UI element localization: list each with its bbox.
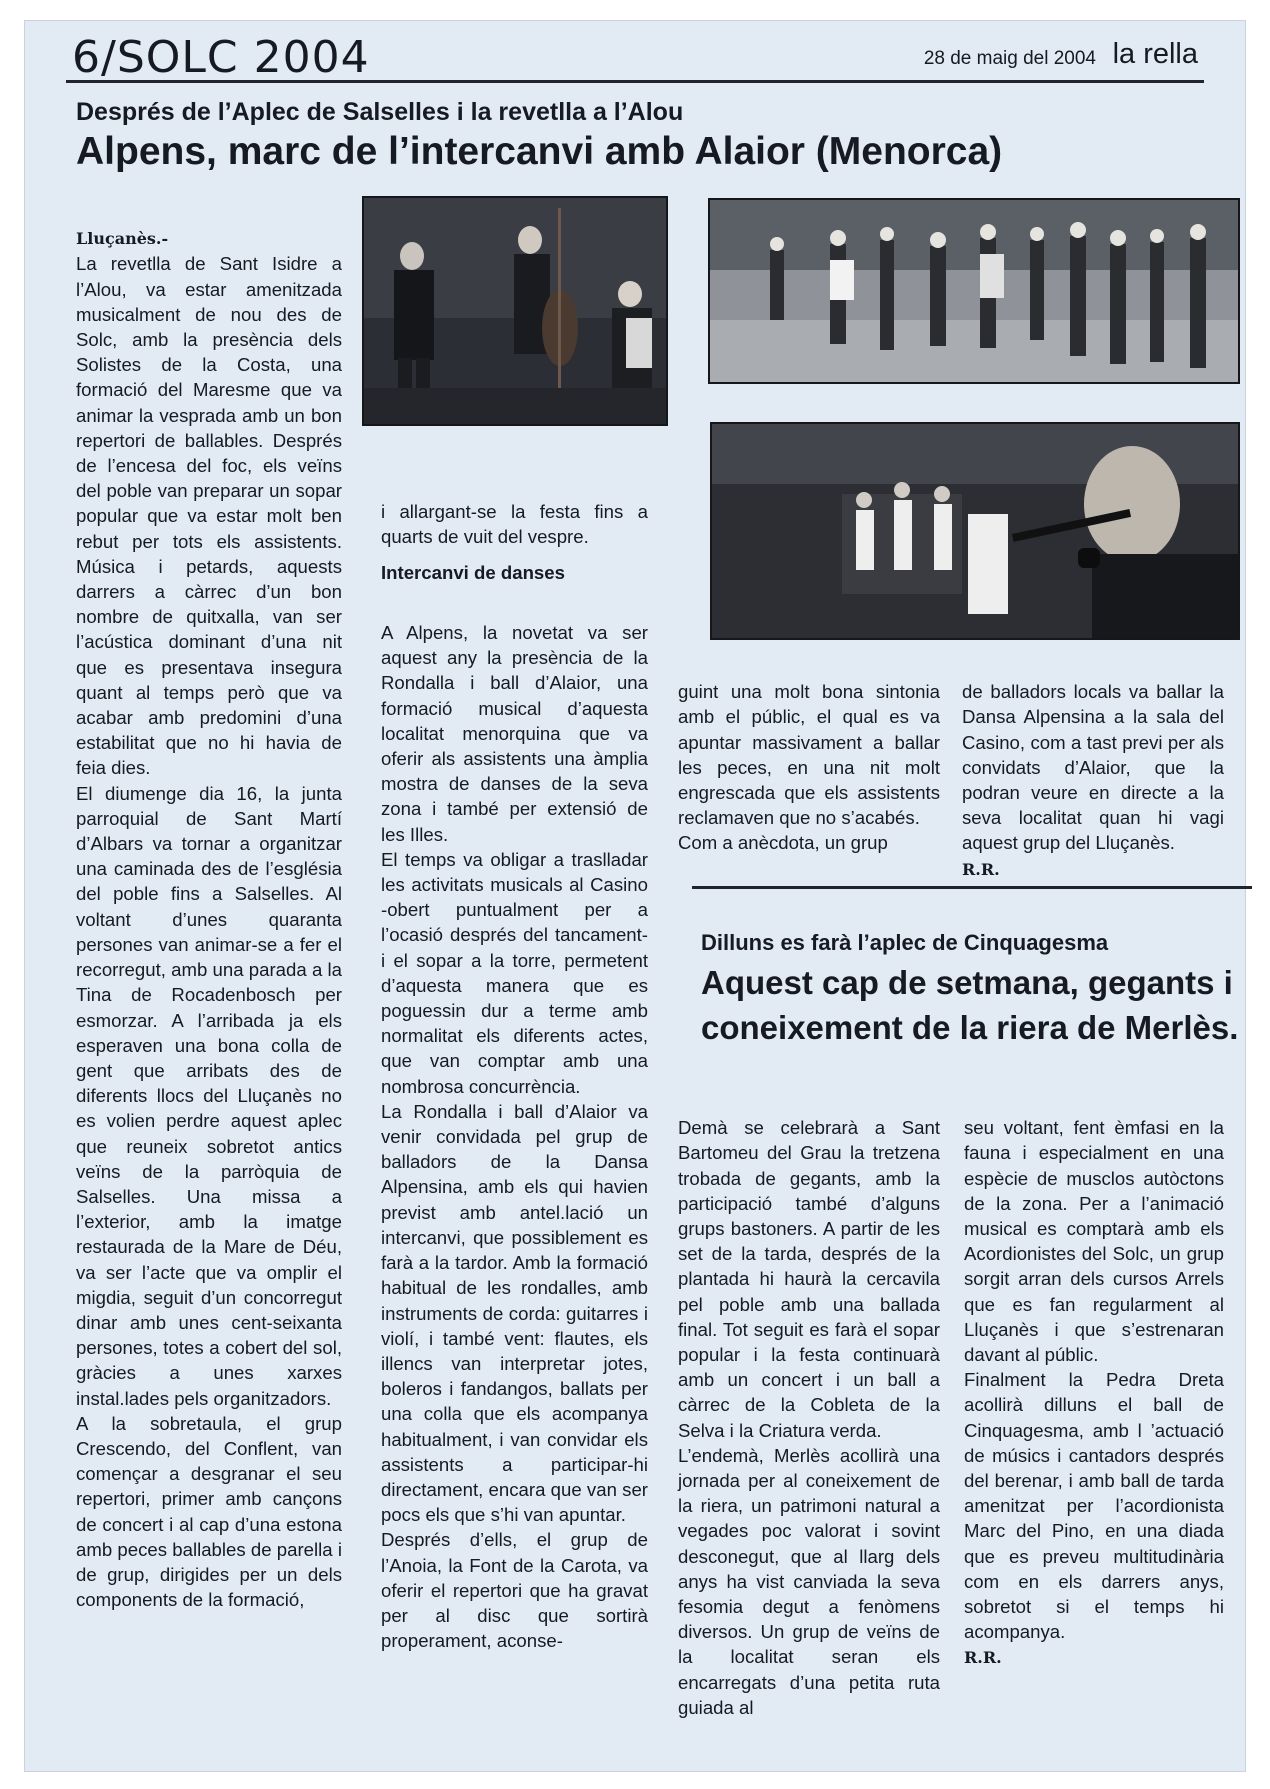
article1-col4-text: de balladors locals va ballar la Dansa Alpensina a la sala del Casino, com a tast previ per als convidats d’Alaior, que la podran veure en directe a la seva localitat quan hi vagi aquest grup del Lluçanès. — [962, 681, 1224, 854]
article1-column-3 — [678, 654, 940, 856]
article2-column-1 — [678, 1090, 940, 1720]
article1-col2-intro: i allargant-se la festa fins a quarts de vuit del vespre. — [381, 501, 648, 548]
section-title: 6/SOLC 2004 — [72, 32, 370, 83]
article1-subhead: Intercanvi de danses — [381, 561, 565, 583]
article1-col2-text: A Alpens, la novetat va ser aquest any la presència de la Rondalla i ball d’Alaior, una formació musical d’aquesta localitat menorquina que va oferir als assistents una àmplia mostra de danses de la seva zona i també per extensió de les Illes. El temps va obligar a traslladar les activitats musicals al Casino -obert puntualment per a l’ocasió després del tancament- i el sopar a la torre, permetent d’aquesta manera que es poguessin dur a terme amb normalitat els diferents actes, que van comptar amb una nombrosa concurrència. La Rondalla i ball d’Alaior va venir convidada pel grup de balladors de la Dansa Alpensina, amb els qui havien previst amb antel.lació un intercanvi, que possiblement es farà a la tardor. Amb la formació habitual de les rondalles, amb instruments de corda: guitarres i violí, i també vent: flautes, els illencs van interpretar jotes, boleros i fandangos, ballats per una colla que els acompanya habitualment, i van convidar els assistents a participar-hi directament, encara que van ser pocs els que s’hi van apuntar. Després d’ells, el grup de l’Anoia, la Font de la Carota, va oferir el repertori que ha gravat per al disc que sortirà properament, aconse- — [381, 622, 648, 1652]
article2-column-2 — [964, 1090, 1224, 1671]
photo-musicians — [362, 196, 668, 426]
section-divider — [692, 886, 1252, 889]
article2-col1-text: Demà se celebrarà a Sant Bartomeu del Grau la tretzena trobada de gegants, amb la participació també d’alguns grups bastoners. A partir de les set de la tarda, després de la plantada hi haurà la cercavila pel poble amb una ballada final. Tot seguit es farà el sopar popular i la festa continuarà amb un concert i un ball a càrrec de la Cobleta de la Selva i la Criatura verda. L’endemà, Merlès acollirà una jornada per al coneixement de la riera, un patrimoni natural a vegades poc valorat i sovint desconegut, que al llarg dels anys ha vist canviada la seva fesomia degut a fenòmens diversos. Un grup de veïns de la localitat seran els encarregats d’una petita ruta guiada al — [678, 1117, 940, 1718]
article1-col3-text: guint una molt bona sintonia amb el públic, el qual es va apuntar massivament a ballar les peces, en una nit molt engrescada que els assistents reclamaven que no s’acabés. Com a anècdota, un grup — [678, 681, 940, 854]
article1-column-2 — [381, 474, 648, 1653]
article1-col1-text: La revetlla de Sant Isidre a l’Alou, va estar amenitzada musicalment de nou des de Solc, amb la presència dels Solistes de la Costa, una formació del Maresme que va animar la vesprada amb un bon repertori de ballables. Després de l’encesa del foc, els veïns del poble van preparar un sopar popular que va estar molt ben rebut per tots els assistents. Música i petards, aquests darrers a càrrec d’un bon nombre de quitxalla, van ser l’acústica dominant d’una nit que es presentava insegura quant al temps però que va acabar amb predomini d’una estabilitat que no hi havia de feia dies. El diumenge dia 16, la junta parroquial de Sant Martí d’Albars va tornar a organitzar una caminada des de l’església del poble fins a Salselles. Al voltant d’unes quaranta persones van animar-se a fer el recorregut, amb una parada a la Tina de Rocadenbosch per esmorzar. A l’arribada ja els esperaven una bona colla de gent que arribats des de diferents llocs del Lluçanès no es volien perdre aquest aplec que reuneix sobretot antics veïns de la parròquia de Salselles. Una missa a l’exterior, amb la imatge restaurada de la Mare de Déu, va ser l’acte que va omplir el migdia, seguit d’un concorregut dinar amb unes cent-seixanta persones, totes a cobert del sol, gràcies a unes xarxes instal.lades pels organitzadors. A la sobretaula, el grup Crescendo, del Conflent, van començar a desgranar el seu repertori, primer amb cançons de concert i al cap d’una estona amb peces ballables de parella i de grup, dirigides per un dels components de la formació, — [76, 253, 342, 1611]
singer-photo-graphic — [712, 424, 1238, 638]
article2-signature: R.R. — [964, 1648, 1002, 1668]
newspaper-page — [24, 20, 1246, 1772]
photo-singer — [710, 422, 1240, 640]
article1-title: Alpens, marc de l’intercanvi amb Alaior (Menorca) — [76, 130, 1003, 173]
article1-signature: R.R. — [962, 859, 1000, 879]
issue-date: 28 de maig del 2004 — [923, 48, 1096, 69]
article2-kicker: Dilluns es farà l’aplec de Cinquagesma — [701, 930, 1109, 955]
article1-column-4 — [962, 654, 1224, 882]
musicians-photo-graphic — [364, 198, 666, 424]
article2-col2-text: seu voltant, fent èmfasi en la fauna i especialment en una espècie de musclos autòctons de la zona. Per a l’animació musical es comptarà amb els Acordionistes del Solc, un grup sorgit arran dels cursos Arrels que es fan regularment al Lluçanès i que s’estrenaran davant al públic. Finalment la Pedra Dreta acollirà dilluns el ball de Cinquagesma, amb l ’actuació de músics i cantadors després del berenar, i amb ball de tarda amenitzat per l’acordionista Marc del Pino, en una diada que es preveu multitudinària com en els darrers anys, sobretot si el temps hi acompanya. — [964, 1117, 1224, 1643]
masthead-logo: la rella — [1112, 38, 1198, 70]
article2-title: Aquest cap de setmana, gegants i coneixement de la riera de Merlès. — [701, 964, 1239, 1046]
photo-dancers — [708, 198, 1240, 384]
dancers-photo-graphic — [710, 200, 1238, 382]
article1-column-1 — [76, 200, 342, 1612]
page-header — [66, 28, 1204, 83]
article1-kicker: Després de l’Aplec de Salselles i la revetlla a l’Alou — [76, 98, 684, 126]
byline: Lluçanès.- — [76, 229, 169, 249]
